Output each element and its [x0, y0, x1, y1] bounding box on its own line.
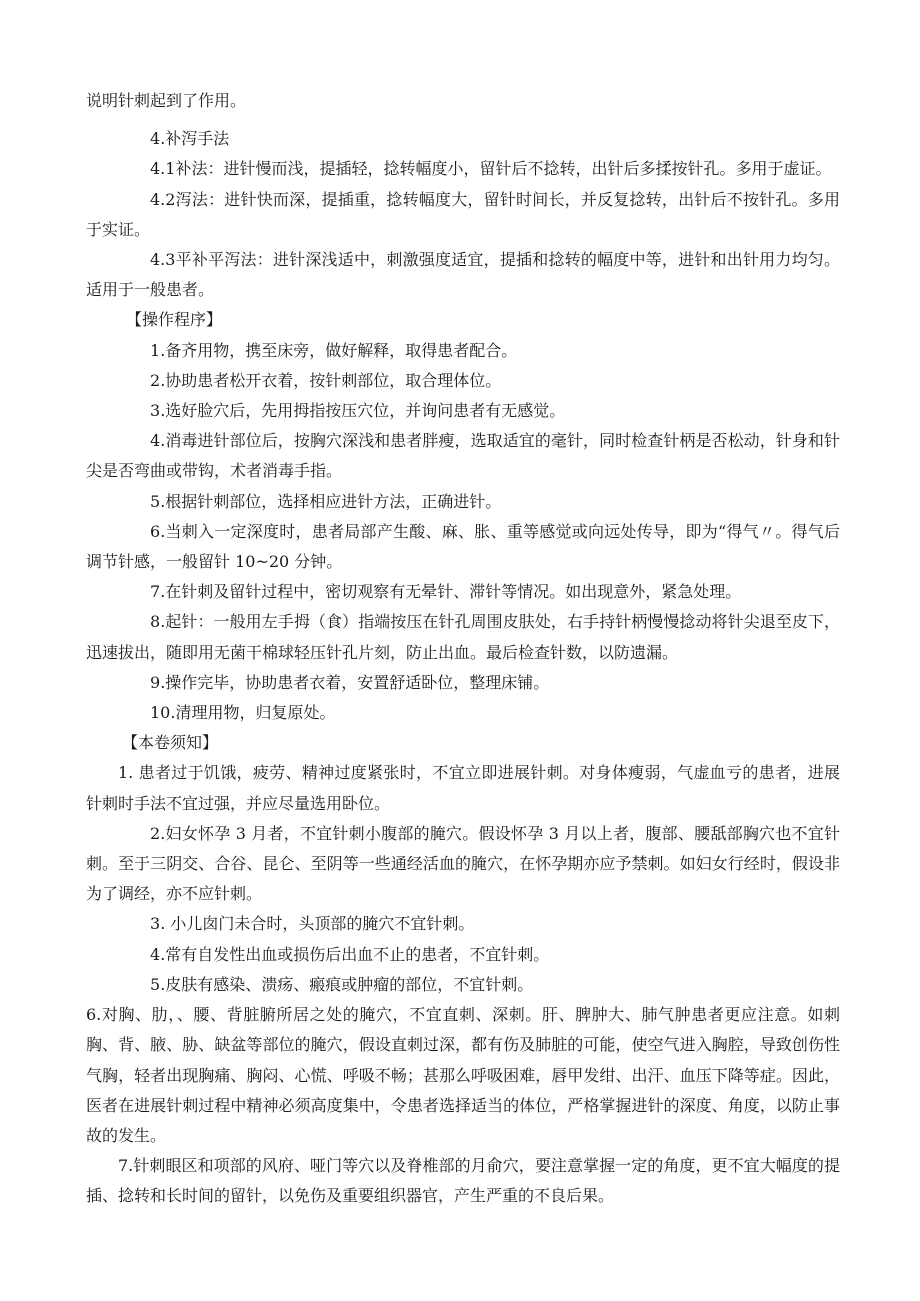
note-7 [86, 1151, 840, 1211]
paragraph-continuation [86, 86, 840, 116]
section-title: 【操作程序】 [126, 310, 223, 330]
step-number: 3 [150, 401, 161, 421]
step-text: .根据针刺部位，选择相应进针方法，正确进针。 [160, 491, 502, 511]
note-text: . 小儿囱门未合时，头顶部的腌穴不宜针刺。 [160, 914, 475, 934]
section-number: 4 [150, 129, 161, 149]
note-number: 2 [150, 823, 161, 843]
step-number: 10 [150, 703, 171, 723]
procedure-step-8 [86, 607, 840, 667]
step-number: 8 [150, 612, 161, 632]
section-heading-notes [86, 728, 840, 758]
note-3 [86, 909, 840, 939]
step-text: .清理用物，归复原处。 [170, 703, 336, 723]
procedure-step-7 [86, 577, 840, 607]
step-text: .操作完毕，协助患者衣着，安置舒适卧位，整理床铺。 [160, 672, 550, 692]
step-number: 2 [150, 370, 161, 390]
item-number: 4.2 [150, 189, 176, 209]
step-text: .在针刺及留针过程中，密切观察有无晕针、滞针等情况。如出现意外，紧急处理。 [160, 582, 742, 602]
step-text: .消毒进针部位后，按胸穴深浅和患者胖瘦，选取适宜的毫针，同时检查针柄是否松动，针身和针尖是否弯曲或带钩，术者消毒手指。 [86, 431, 840, 481]
item-4-2 [86, 185, 840, 245]
procedure-step-4 [86, 426, 840, 486]
step-text: .起针：一般用左手拇（食）指端按压在针孔周围皮肤处，右手持针柄慢慢捻动将针尖退至皮下，迅速拔出，随即用无菌干棉球轻压针孔片刻，防止出血。最后检查针数，以防遗漏。 [86, 612, 840, 662]
procedure-step-2 [86, 366, 840, 396]
note-5 [86, 970, 840, 1000]
step-number: 5 [150, 491, 161, 511]
step-text: .备齐用物，携至床旁，做好解释，取得患者配合。 [160, 340, 518, 360]
note-text: 1. 患者过于饥饿，疲劳、精神过度紧张时，不宜立即进展针刺。对身体瘦弱，气虚血亏的患者，进展针刺时手法不宜过强，并应尽量选用卧位。 [86, 763, 840, 813]
step-number: 9 [150, 672, 161, 692]
procedure-step-5 [86, 487, 840, 517]
step-number: 1 [150, 340, 161, 360]
note-text: .常有自发性出血或损伤后出血不止的患者，不宜针刺。 [160, 944, 550, 964]
procedure-step-3 [86, 396, 840, 426]
step-text: .选好脸穴后，先用拇指按压穴位，并询问患者有无感觉。 [160, 401, 566, 421]
section-heading-supplement-drain [86, 124, 840, 154]
item-text: 补法：进针慢而浅，提插轻，捻转幅度小，留针后不捻转，出针后多揉按针孔。多用于虚证。 [175, 159, 832, 179]
item-text: 平补平泻法：进针深浅适中，刺激强度适宜，提插和捻转的幅度中等，进针和出针用力均匀。适用于一般患者。 [86, 250, 840, 300]
item-4-3 [86, 245, 840, 305]
procedure-step-1 [86, 336, 840, 366]
item-text: 泻法：进针快而深，提插重，捻转幅度大，留针时间长，并反复捻转，出针后不按针孔。多用于实证。 [86, 189, 840, 239]
step-number: 4 [150, 431, 161, 451]
note-number: 4 [150, 944, 161, 964]
paragraph-text: 说明针刺起到了作用。 [86, 91, 247, 110]
procedure-step-9 [86, 668, 840, 698]
step-text: .协助患者松开衣着，按针刺部位，取合理体位。 [160, 370, 502, 390]
section-heading-procedure [86, 305, 840, 335]
item-4-1 [86, 154, 840, 184]
procedure-step-10 [86, 698, 840, 728]
note-6 [86, 1000, 840, 1151]
note-number: 3 [150, 914, 161, 934]
section-title: 【本卷须知】 [122, 733, 219, 753]
item-number: 4.3 [150, 250, 176, 270]
note-1 [86, 758, 840, 818]
note-text: 6.对胸、肋，、腰、背脏腑所居之处的腌穴，不宜直刺、深刺。肝、脾肿大、肺气肿患者更应注意。如刺胸、背、腋、胁、缺盆等部位的腌穴，假设直刺过深，都有伤及肺脏的可能，使空气进入胸腔，导致创伤性气胸，轻者出现胸痛、胸闷、心慌、呼吸不畅；甚那么呼吸困难，唇甲发绀、出汗、血压下降等症。因此，医者在进展针刺过程中精神必须高度集中，令患者选择适当的体位，严格掌握进针的深度、角度，以防止事故的发生。 [86, 1005, 840, 1145]
note-text: .皮肤有感染、溃疡、瘢痕或肿瘤的部位，不宜针刺。 [160, 974, 534, 994]
section-title: .补泻手法 [160, 129, 230, 149]
step-text: .当刺入一定深度时，患者局部产生酸、麻、胀、重等感觉或向远处传导，即为“得气〃。得气后调节针感，一般留针 10~20 分钟。 [86, 521, 840, 572]
note-text: 7.针刺眼区和项部的风府、哑门等穴以及脊椎部的月俞穴，要注意掌握一定的角度，更不宜大幅度的提插、捻转和长时间的留针，以免伤及重要组织器官，产生严重的不良后果。 [86, 1156, 840, 1206]
note-4 [86, 940, 840, 970]
note-number: 5 [150, 974, 161, 994]
document-page [86, 86, 840, 1212]
step-number: 6 [150, 521, 161, 541]
note-text: .妇女怀孕 3 月者，不宜针刺小腹部的腌穴。假设怀孕 3 月以上者，腹部、腰舐部胸穴也不宜针刺。至于三阴交、合谷、昆仑、至阴等一些通经活血的腌穴，在怀孕期亦应予禁刺。如妇女行经时，假设非为了调经，亦不应针刺。 [86, 823, 840, 904]
step-number: 7 [150, 582, 161, 602]
note-2 [86, 819, 840, 910]
procedure-step-6 [86, 517, 840, 577]
item-number: 4.1 [150, 159, 176, 179]
